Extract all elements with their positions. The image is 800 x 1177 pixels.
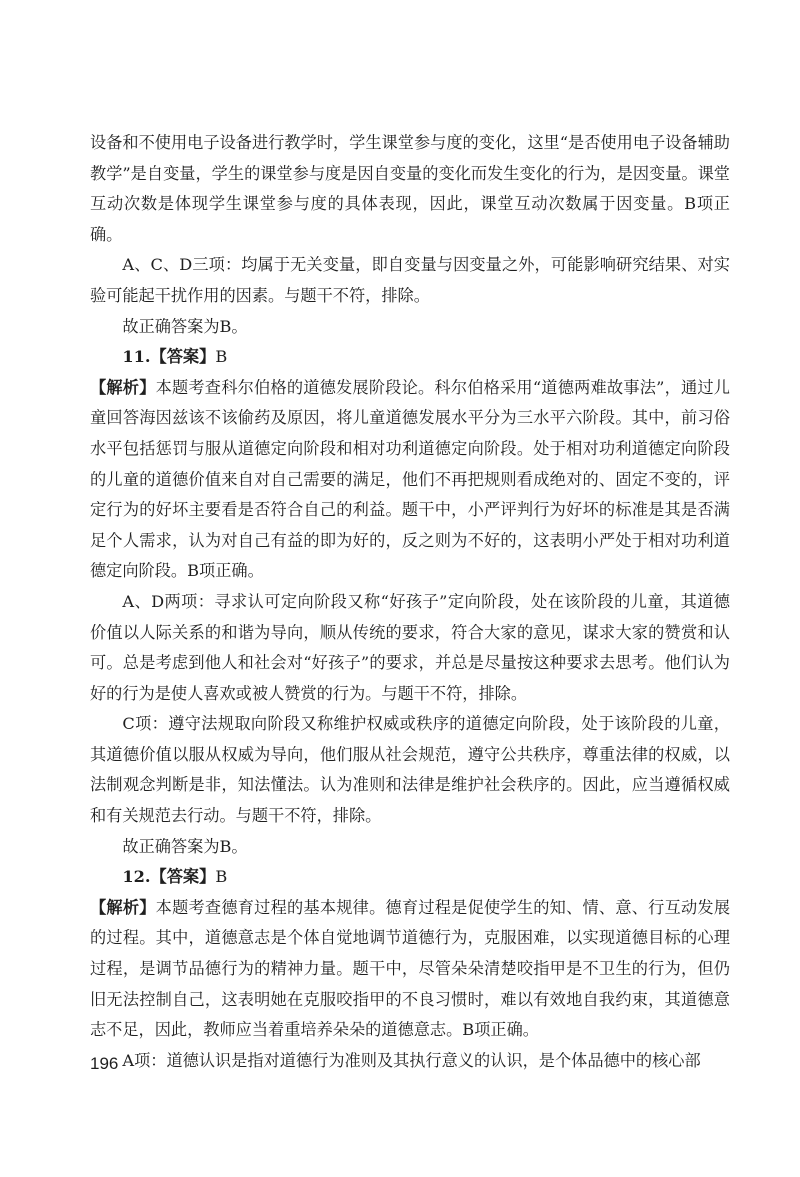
- paragraph-text: 故正确答案为B。: [122, 836, 248, 856]
- answer-explanation-body: [90, 128, 730, 1076]
- paragraph-text: A、C、D三项：均属于无关变量，即自变量与因变量之外，可能影响研究结果、对实验可能起干扰作用的因素。与题干不符，排除。: [90, 255, 730, 305]
- paragraph-option-c: [90, 709, 730, 831]
- analysis-label: 【解析】: [90, 377, 156, 397]
- paragraph-text: C项：遵守法规取向阶段又称维护权威或秩序的道德定向阶段，处于该阶段的儿童，其道德价值以服从权威为导向，他们服从社会规范，遵守公共秩序，尊重法律的权威，以法制观念判断是非，知法懂法。认为准则和法律是维护社会秩序的。因此，应当遵循权威和有关规范去行动。与题干不符，排除。: [90, 714, 730, 826]
- answer-label: 11.【答案】: [122, 347, 216, 367]
- paragraph-text: 本题考查科尔伯格的道德发展阶段论。科尔伯格采用“道德两难故事法”，通过儿童回答海因兹该不该偷药及原因，将儿童道德发展水平分为三水平六阶段。其中，前习俗水平包括惩罚与服从道德定向阶段和相对功利道德定向阶段。处于相对功利道德定向阶段的儿童的道德价值来自对自己需要的满足，他们不再把规则看成绝对的、固定不变的，评定行为的好坏主要看是否符合自己的利益。题干中，小严评判行为好坏的标准是其是否满足个人需求，认为对自己有益的即为好的，反之则为不好的，这表明小严处于相对功利道德定向阶段。B项正确。: [90, 377, 730, 581]
- paragraph-text: 故正确答案为B。: [122, 316, 248, 336]
- answer-value: B: [215, 347, 228, 367]
- paragraph-text: 设备和不使用电子设备进行教学时，学生课堂参与度的变化，这里“是否使用电子设备辅助教学”是自变量，学生的课堂参与度是因自变量的变化而发生变化的行为，是因变量。课堂互动次数是体现学生课堂参与度的具体表现，因此，课堂互动次数属于因变量。B项正确。: [90, 133, 730, 244]
- paragraph-option-acd: [90, 250, 730, 311]
- analysis-11: [90, 373, 730, 587]
- paragraph-correct-answer-11: [90, 832, 730, 863]
- paragraph-text: A项：道德认识是指对道德行为准则及其执行意义的认识，是个体品德中的核心部: [122, 1050, 701, 1070]
- analysis-12: [90, 893, 730, 1046]
- answer-heading-11: [90, 342, 730, 373]
- analysis-label: 【解析】: [90, 897, 156, 917]
- paragraph-text: 本题考查德育过程的基本规律。德育过程是促使学生的知、情、意、行互动发展的过程。其中，道德意志是个体自觉地调节道德行为，克服困难，以实现道德目标的心理过程，是调节品德行为的精神力量。题干中，尽管朵朵清楚咬指甲是不卫生的行为，但仍旧无法控制自己，这表明她在克服咬指甲的不良习惯时，难以有效地自我约束，其道德意志不足，因此，教师应当着重培养朵朵的道德意志。B项正确。: [90, 897, 731, 1040]
- paragraph-variable-explanation: [90, 128, 730, 250]
- paragraph-option-a: [90, 1046, 730, 1077]
- answer-value: B: [215, 867, 228, 887]
- paragraph-correct-answer-10: [90, 312, 730, 343]
- page-number: 196: [90, 1054, 119, 1073]
- answer-label: 12.【答案】: [122, 867, 216, 887]
- paragraph-text: A、D两项：寻求认可定向阶段又称“好孩子”定向阶段，处在该阶段的儿童，其道德价值以人际关系的和谐为导向，顺从传统的要求，符合大家的意见，谋求大家的赞赏和认可。总是考虑到他人和社会对“好孩子”的要求，并总是尽量按这种要求去思考。他们认为好的行为是使人喜欢或被人赞赏的行为。与题干不符，排除。: [90, 591, 730, 703]
- answer-heading-12: [90, 862, 730, 893]
- paragraph-option-ad: [90, 587, 730, 709]
